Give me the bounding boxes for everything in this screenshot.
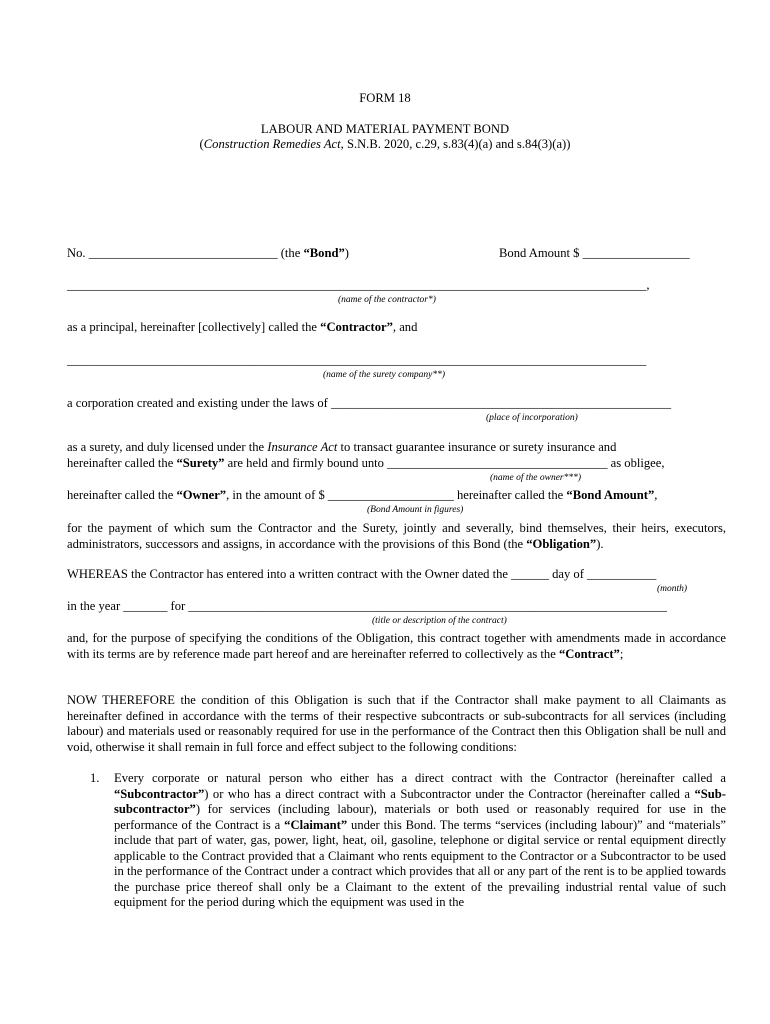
month-label: (month) — [657, 584, 688, 594]
surety-defined-term: “Surety” — [176, 456, 225, 470]
statutory-citation: (Construction Remedies Act, S.N.B. 2020, c.29, s.83(4)(a) and s.84(3)(a)) — [199, 137, 571, 151]
owner-name-label: (name of the owner***) — [490, 473, 582, 483]
owner-amount-line: hereinafter called the “Owner”, in the amount of $ ____________________ hereinafter called the “Bond Amount”, — [67, 488, 658, 502]
insurance-act-name: Insurance Act — [267, 440, 338, 454]
incorporation-line: a corporation created and existing under the laws of ______________________________________________________ — [67, 396, 672, 410]
contract-title-label: (title or description of the contract) — [372, 616, 507, 626]
bond-amount-defined-term: “Bond Amount” — [566, 488, 655, 502]
contractor-name-label: (name of the contractor*) — [338, 295, 436, 305]
contractor-name-line: ____________________________________________________________________________________________, — [67, 278, 650, 292]
contractor-defined-term: “Contractor” — [320, 320, 393, 334]
contract-date-line: WHEREAS the Contractor has entered into a written contract with the Owner dated the ______ day of ___________ — [67, 567, 657, 581]
document-title: LABOUR AND MATERIAL PAYMENT BOND — [260, 122, 510, 136]
obligation-defined-term: “Obligation” — [526, 536, 597, 551]
contractor-clause: as a principal, hereinafter [collectively] called the “Contractor”, and — [67, 320, 418, 334]
sub-subcontractor-defined-term: “Sub-subcontractor” — [114, 786, 726, 816]
bond-amount-line: Bond Amount $ _________________ — [499, 246, 690, 260]
form-number: FORM 18 — [359, 91, 411, 105]
contract-year-line: in the year _______ for ____________________________________________________________________________ — [67, 599, 667, 613]
bond-number-line: No. ______________________________ (the “Bond”) — [67, 246, 349, 260]
citation-act-name: Construction Remedies Act — [203, 137, 341, 151]
bond-defined-term: “Bond” — [303, 246, 345, 260]
surety-name-label: (name of the surety company**) — [323, 370, 446, 380]
subcontractor-defined-term: “Subcontractor” — [114, 786, 205, 801]
claimant-defined-term: “Claimant” — [284, 817, 348, 832]
owner-defined-term: “Owner” — [176, 488, 227, 502]
condition-1-text: Every corporate or natural person who either has a direct contract with the Contractor (hereinafter called a “Subcontractor”) or who has a direct contract with a Subcontractor under the Contractor (hereinafter called a “Sub-subcontractor”) for services (including labour), materials or both used or reasonably required for use in the performance of the Contract is a “Claimant” under this Bond. The terms “services (including labour)” and “materials” include that part of water, gas, power, light, heat, oil, gasoline, telephone or digital service or rental equipment directly applicable to the Contract provided that a Claimant who rents equipment to the Contractor or a Subcontractor to be used in the performance of the Contract under a contract which provides that all or any part of the rent is to be applied towards the purchase price thereof shall only be a Claimant to the extent of the prevailing industrial rental value of such equipment for the period during which the equipment was used in the — [114, 771, 727, 909]
now-therefore-clause: NOW THEREFORE the condition of this Obligation is such that if the Contractor shall make payment to all Claimants as hereinafter defined in accordance with the terms of their respective subcontracts or sub-subcontracts for all services (including labour) and materials used or reasonably required for use in the performance of the Contract then this Obligation shall be null and void, otherwise it shall remain in full force and effect subject to the following conditions: — [67, 693, 726, 754]
obligee-line: hereinafter called the “Surety” are held and firmly bound unto ___________________________________ as obligee, — [67, 456, 665, 470]
contract-definition-clause: and, for the purpose of specifying the conditions of the Obligation, this contract together with amendments made in accordance with its terms are by reference made part hereof and are hereinafter referred to collectively as the “Contract”; — [67, 631, 726, 661]
incorporation-label: (place of incorporation) — [486, 413, 578, 423]
contract-defined-term: “Contract” — [558, 646, 620, 661]
condition-number: 1. — [90, 771, 100, 785]
payment-clause: for the payment of which sum the Contractor and the Surety, jointly and severally, bind themselves, their heirs, executors, administrators, successors and assigns, in accordance with the provisions of this Bond (the “Obligation”). — [67, 521, 726, 551]
surety-name-line: ____________________________________________________________________________________________ — [67, 353, 647, 367]
surety-clause: as a surety, and duly licensed under the Insurance Act to transact guarantee insurance or surety insurance and — [67, 440, 617, 454]
bond-amount-figures-label: (Bond Amount in figures) — [367, 505, 464, 515]
